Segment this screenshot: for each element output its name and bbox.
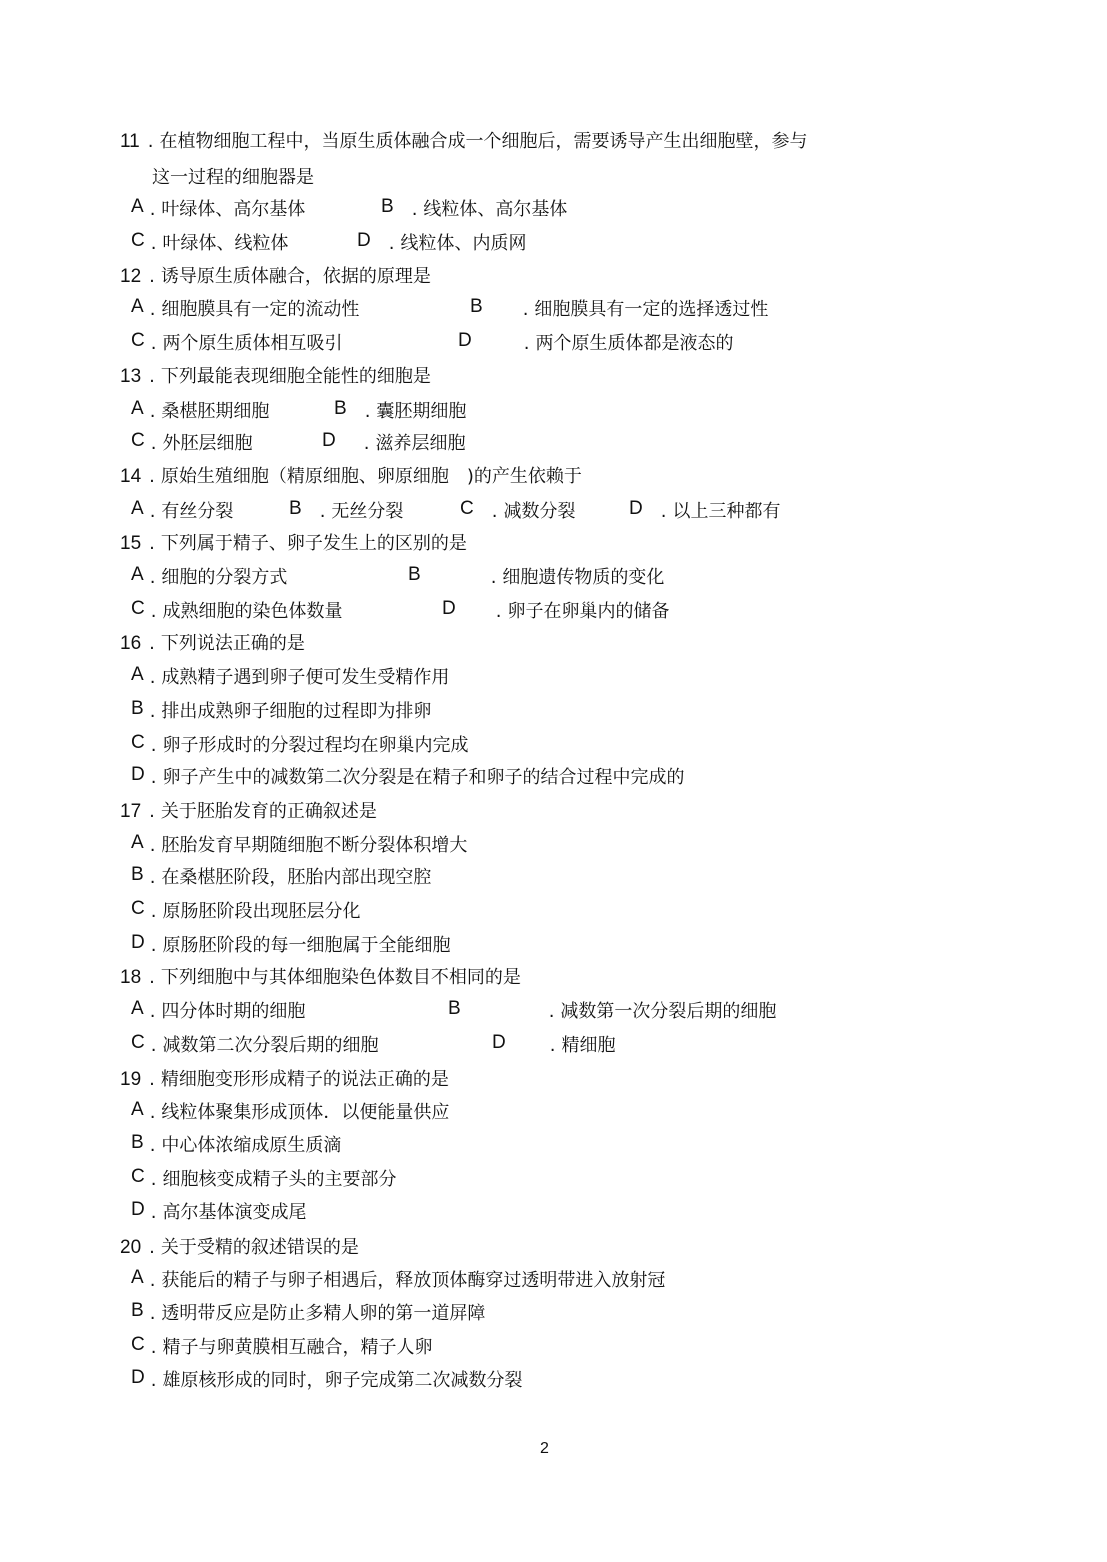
question-number: 18 [120,967,142,988]
question-20-option-a: A . 获能后的精子与卵子相遇后，释放顶体酶穿过透明带进入放射冠 [131,1267,666,1291]
question-19-stem: 19 . 精细胞变形形成精子的说法正确的是 [120,1069,449,1090]
question-11-option-d: D . 线粒体、内质网 [357,230,527,254]
question-text: 这一过程的细胞器是 [152,167,314,188]
option-text: 囊胚期细胞 [376,401,467,422]
question-16-option-d: D . 卵子产生中的减数第二次分裂是在精子和卵子的结合过程中完成的 [131,764,685,788]
option-text: 卵子形成时的分裂过程均在卵巢内完成 [162,735,469,756]
option-text: 无丝分裂 [331,501,404,522]
option-letter: A [131,296,144,317]
question-18-option-b: B . 减数第一次分裂后期的细胞 [448,998,777,1022]
option-letter: B [448,998,461,1019]
option-letter: C [131,1032,145,1053]
option-letter: C [131,330,145,351]
question-15-option-d: D . 卵子在卵巢内的储备 [442,598,670,622]
question-18-option-a: A . 四分体时期的细胞 [131,998,306,1022]
option-text: 滋养层细胞 [375,433,466,454]
question-12-option-b: B . 细胞膜具有一定的选择透过性 [470,296,769,320]
question-17-option-d: D . 原肠胚阶段的每一细胞属于全能细胞 [131,932,451,956]
question-text: 下列最能表现细胞全能性的细胞是 [160,366,431,387]
page-number: 2 [540,1440,549,1457]
question-text: 关于胚胎发育的正确叙述是 [160,801,377,822]
option-text: 外胚层细胞 [162,433,253,454]
question-15-stem: 15 . 下列属于精子、卵子发生上的区别的是 [120,533,467,554]
option-text: 高尔基体演变成尾 [162,1202,307,1223]
question-text: 诱导原生质体融合，依据的原理是 [160,266,431,287]
option-letter: B [289,498,302,519]
option-text: 细胞膜具有一定的流动性 [161,299,360,320]
question-15-option-b: B . 细胞遗传物质的变化 [408,564,665,588]
option-letter: B [131,1300,144,1321]
question-number: 12 [120,266,142,287]
option-letter: A [131,398,144,419]
option-letter: A [131,1267,144,1288]
question-19-option-d: D . 高尔基体演变成尾 [131,1199,307,1223]
option-letter: A [131,832,144,853]
option-text: 线粒体聚集形成顶体．以便能量供应 [161,1102,450,1123]
option-letter: D [131,1367,145,1388]
question-11-stem: 11 . 在植物细胞工程中，当原生质体融合成一个细胞后，需要诱导产生出细胞壁，参与 [120,131,808,152]
option-text: 卵子产生中的减数第二次分裂是在精子和卵子的结合过程中完成的 [162,767,685,788]
question-number: 14 [120,466,142,487]
question-18-option-d: D . 精细胞 [492,1032,616,1056]
option-text: 成熟细胞的染色体数量 [162,601,343,622]
question-number: 13 [120,366,142,387]
question-14-stem: 14 . 原始生殖细胞（精原细胞、卵原细胞 )的产生依赖于 [120,466,582,487]
question-16-option-b: B . 排出成熟卵子细胞的过程即为排卵 [131,698,432,722]
option-text: 雄原核形成的同时，卵子完成第二次减数分裂 [162,1370,523,1391]
question-14-option-b: B . 无丝分裂 [289,498,404,522]
option-text: 成熟精子遇到卵子便可发生受精作用 [161,667,450,688]
question-13-option-c: C . 外胚层细胞 [131,430,253,454]
option-text: 在桑椹胚阶段，胚胎内部出现空腔 [161,867,432,888]
option-text: 胚胎发育早期随细胞不断分裂体积增大 [161,835,468,856]
option-letter: C [131,230,145,251]
option-letter: A [131,498,144,519]
question-17-option-c: C . 原肠胚阶段出现胚层分化 [131,898,361,922]
question-15-option-c: C . 成熟细胞的染色体数量 [131,598,343,622]
question-text: 下列说法正确的是 [160,633,305,654]
option-letter: C [131,898,145,919]
question-16-option-a: A . 成熟精子遇到卵子便可发生受精作用 [131,664,450,688]
question-12-option-a: A . 细胞膜具有一定的流动性 [131,296,360,320]
option-text: 原肠胚阶段出现胚层分化 [162,901,361,922]
option-text: 排出成熟卵子细胞的过程即为排卵 [161,701,432,722]
option-letter: D [629,498,643,519]
option-letter: C [131,430,145,451]
option-text: 获能后的精子与卵子相遇后，释放顶体酶穿过透明带进入放射冠 [161,1270,666,1291]
question-16-stem: 16 . 下列说法正确的是 [120,633,305,654]
option-text: 原肠胚阶段的每一细胞属于全能细胞 [162,935,451,956]
option-letter: D [131,1199,145,1220]
question-12-option-d: D . 两个原生质体都是液态的 [458,330,734,354]
option-letter: B [381,196,394,217]
question-18-option-c: C . 减数第二次分裂后期的细胞 [131,1032,379,1056]
option-text: 叶绿体、高尔基体 [161,199,306,220]
question-11-option-b: B . 线粒体、高尔基体 [381,196,568,220]
option-text: 线粒体、高尔基体 [423,199,568,220]
option-letter: B [131,1132,144,1153]
option-letter: D [492,1032,506,1053]
question-16-option-c: C . 卵子形成时的分裂过程均在卵巢内完成 [131,732,469,756]
question-14-option-c: C . 减数分裂 [460,498,576,522]
option-text: 有丝分裂 [161,501,234,522]
option-letter: C [131,598,145,619]
question-number: 11 [120,131,140,152]
question-text: 原始生殖细胞（精原细胞、卵原细胞 )的产生依赖于 [160,466,582,487]
question-17-option-a: A . 胚胎发育早期随细胞不断分裂体积增大 [131,832,468,856]
question-number: 16 [120,633,142,654]
option-text: 线粒体、内质网 [400,233,527,254]
option-letter: B [334,398,347,419]
question-text: 在植物细胞工程中，当原生质体融合成一个细胞后，需要诱导产生出细胞壁，参与 [159,131,808,152]
question-text: 精细胞变形形成精子的说法正确的是 [160,1069,449,1090]
question-12-option-c: C . 两个原生质体相互吸引 [131,330,343,354]
question-13-option-b: B . 囊胚期细胞 [334,398,467,422]
option-letter: B [131,698,144,719]
option-letter: C [131,732,145,753]
option-letter: D [357,230,371,251]
question-number: 15 [120,533,142,554]
question-number: 19 [120,1069,142,1090]
option-letter: D [442,598,456,619]
option-text: 减数第一次分裂后期的细胞 [560,1001,777,1022]
option-letter: A [131,998,144,1019]
option-text: 四分体时期的细胞 [161,1001,306,1022]
question-20-option-d: D . 雄原核形成的同时，卵子完成第二次减数分裂 [131,1367,523,1391]
option-text: 两个原生质体都是液态的 [535,333,734,354]
question-19-option-b: B . 中心体浓缩成原生质滴 [131,1132,342,1156]
option-text: 叶绿体、线粒体 [162,233,289,254]
option-letter: B [131,864,144,885]
question-15-option-a: A . 细胞的分裂方式 [131,564,288,588]
option-letter: A [131,1099,144,1120]
question-17-stem: 17 . 关于胚胎发育的正确叙述是 [120,801,377,822]
question-14-option-a: A . 有丝分裂 [131,498,234,522]
question-12-stem: 12 . 诱导原生质体融合，依据的原理是 [120,266,431,287]
question-text: 下列细胞中与其体细胞染色体数目不相同的是 [160,967,521,988]
option-letter: C [131,1166,145,1187]
option-letter: D [458,330,472,351]
question-19-option-c: C . 细胞核变成精子头的主要部分 [131,1166,397,1190]
option-letter: A [131,664,144,685]
option-text: 减数分裂 [503,501,576,522]
option-text: 精细胞 [561,1035,616,1056]
question-17-option-b: B . 在桑椹胚阶段，胚胎内部出现空腔 [131,864,432,888]
question-20-stem: 20 . 关于受精的叙述错误的是 [120,1237,359,1258]
option-letter: D [131,932,145,953]
option-text: 两个原生质体相互吸引 [162,333,343,354]
option-text: 卵子在卵巢内的储备 [507,601,670,622]
option-letter: C [460,498,474,519]
question-13-option-a: A . 桑椹胚期细胞 [131,398,270,422]
question-text: 下列属于精子、卵子发生上的区别的是 [160,533,467,554]
question-13-option-d: D . 滋养层细胞 [322,430,466,454]
option-letter: D [322,430,336,451]
question-11-option-c: C . 叶绿体、线粒体 [131,230,289,254]
question-14-option-d: D . 以上三种都有 [629,498,781,522]
option-letter: D [131,764,145,785]
question-18-stem: 18 . 下列细胞中与其体细胞染色体数目不相同的是 [120,967,521,988]
option-text: 细胞核变成精子头的主要部分 [162,1169,397,1190]
option-letter: A [131,564,144,585]
question-20-option-b: B . 透明带反应是防止多精人卵的第一道屏障 [131,1300,486,1324]
question-19-option-a: A . 线粒体聚集形成顶体．以便能量供应 [131,1099,450,1123]
option-text: 细胞遗传物质的变化 [502,567,665,588]
option-text: 以上三种都有 [672,501,781,522]
option-text: 中心体浓缩成原生质滴 [161,1135,342,1156]
option-text: 桑椹胚期细胞 [161,401,270,422]
option-letter: A [131,196,144,217]
question-number: 20 [120,1237,142,1258]
option-text: 减数第二次分裂后期的细胞 [162,1035,379,1056]
option-letter: C [131,1334,145,1355]
question-number: 17 [120,801,142,822]
option-letter: B [470,296,483,317]
question-20-option-c: C . 精子与卵黄膜相互融合，精子人卵 [131,1334,433,1358]
option-letter: B [408,564,421,585]
question-13-stem: 13 . 下列最能表现细胞全能性的细胞是 [120,366,431,387]
option-text: 细胞的分裂方式 [161,567,288,588]
option-text: 透明带反应是防止多精人卵的第一道屏障 [161,1303,486,1324]
option-text: 精子与卵黄膜相互融合，精子人卵 [162,1337,433,1358]
question-11-options-row1: A . 叶绿体、高尔基体 [131,196,306,220]
option-text: 细胞膜具有一定的选择透过性 [534,299,769,320]
question-text: 关于受精的叙述错误的是 [160,1237,359,1258]
question-11-stem-cont [152,167,314,189]
